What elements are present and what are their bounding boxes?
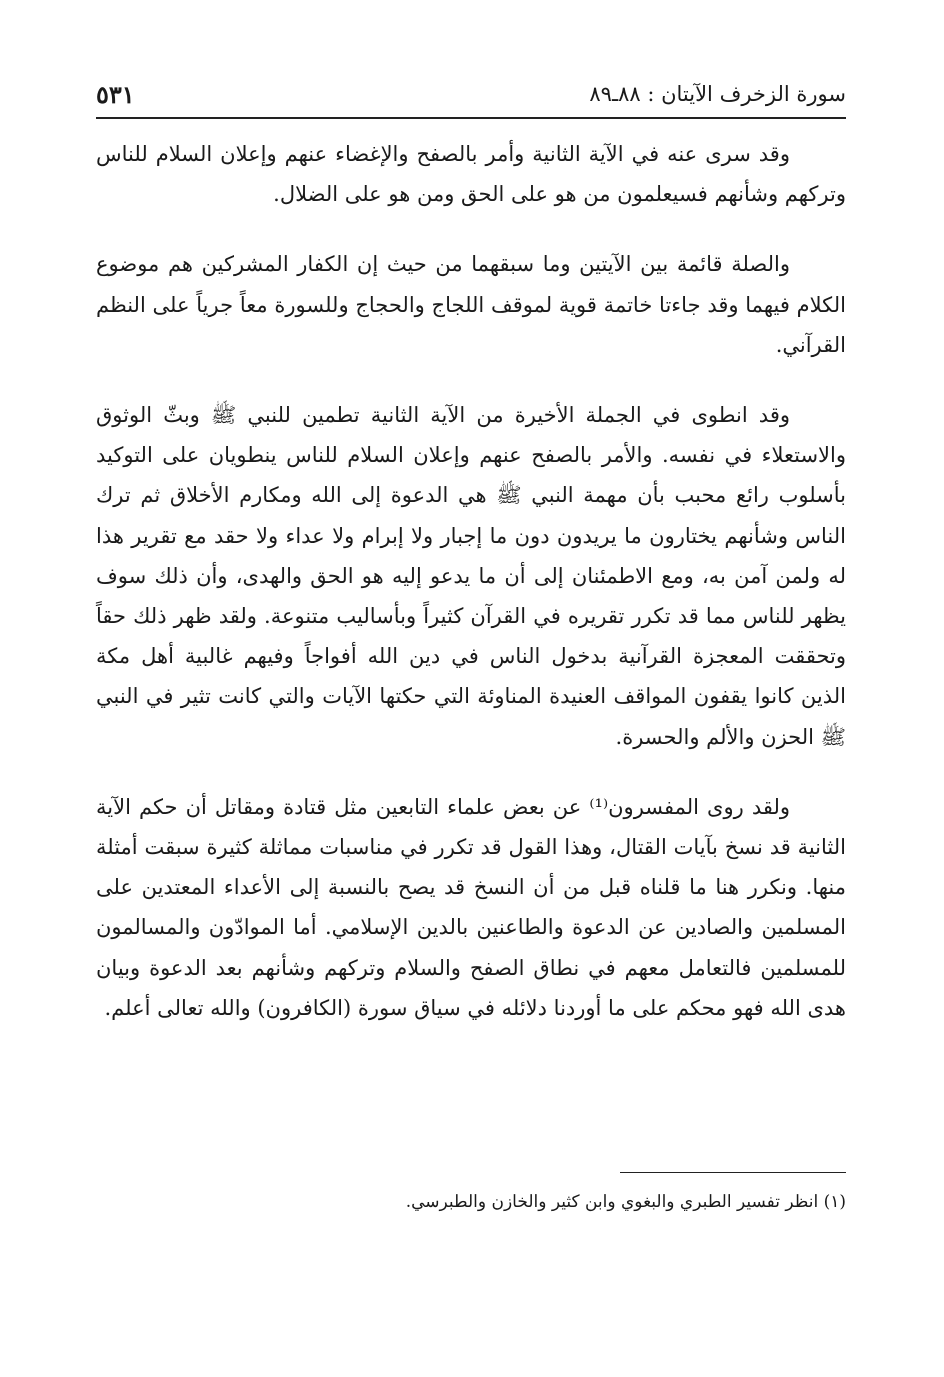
header-divider [96,117,846,119]
footnote: (١) انظر تفسير الطبري والبغوي وابن كثير والخازن والطبرسي. [405,1192,846,1212]
footnote-divider [620,1172,846,1173]
paragraph-4: ولقد روى المفسرون⁽¹⁾ عن بعض علماء التابعين مثل قتادة ومقاتل أن حكم الآية الثانية قد نسخ بآيات القتال، وهذا القول قد تكرر في مناسبات مماثلة كثيرة سبقت أمثلة منها. ونكرر هنا ما قلناه قبل من أن النسخ قد يصح بالنسبة إلى الأعداء المعتدين على المسلمين والصادين عن الدعوة والطاعنين بالدين الإسلامي. أما الموادّون والمسالمون للمسلمين فالتعامل معهم في نطاق الصفح والسلام وتركهم وشأنهم بعد الدعوة وبيان هدى الله فهو محكم على ما أوردنا دلائله في سياق سورة (الكافرون) والله تعالى أعلم. [96,794,846,1020]
main-text [96,134,846,1058]
paragraph-3: وقد انطوى في الجملة الأخيرة من الآية الثانية تطمين للنبي ﷺ وبثّ الوثوق والاستعلاء في نفسه. والأمر بالصفح عنهم وإعلان السلام للناس ينطويان على التوكيد بأسلوب رائع محبب بأن مهمة النبي ﷺ هي الدعوة إلى الله ومكارم الأخلاق ثم ترك الناس وشأنهم يختارون ما يريدون دون ما إجبار ولا إبرام ولا عداء ولا حقد مع تقرير هذا له ولمن آمن به، ومع الاطمئنان إلى أن ما يدعو إليه هو الحق والهدى، وأن ذلك سوف يظهر للناس مما قد تكرر تقريره في القرآن كثيراً وبأساليب متنوعة. ولقد ظهر ذلك حقاً وتحققت المعجزة القرآنية بدخول الناس في دين الله أفواجاً وفيهم غالبية أهل مكة الذين كانوا يقفون المواقف العنيدة المناوئة التي حكتها الآيات والتي كانت تثير في النبي ﷺ الحزن والألم والحسرة. [96,403,846,749]
paragraph-1: وقد سرى عنه في الآية الثانية وأمر بالصفح والإغضاء عنهم وإعلان السلام للناس وتركهم وشأنهم فسيعلمون من هو على الحق ومن هو على الضلال. [96,142,846,207]
running-title: سورة الزخرف الآيتان : ٨٨ـ٨٩ [589,82,846,106]
page-header [96,78,846,114]
paragraph-2: والصلة قائمة بين الآيتين وما سبقهما من حيث إن الكفار المشركين هم موضوع الكلام فيهما وقد جاءتا خاتمة قوية لموقف اللجاج والحجاج وللسورة معاً جرياً على النظم القرآني. [96,252,846,357]
page-number: ٥٣١ [96,80,135,109]
